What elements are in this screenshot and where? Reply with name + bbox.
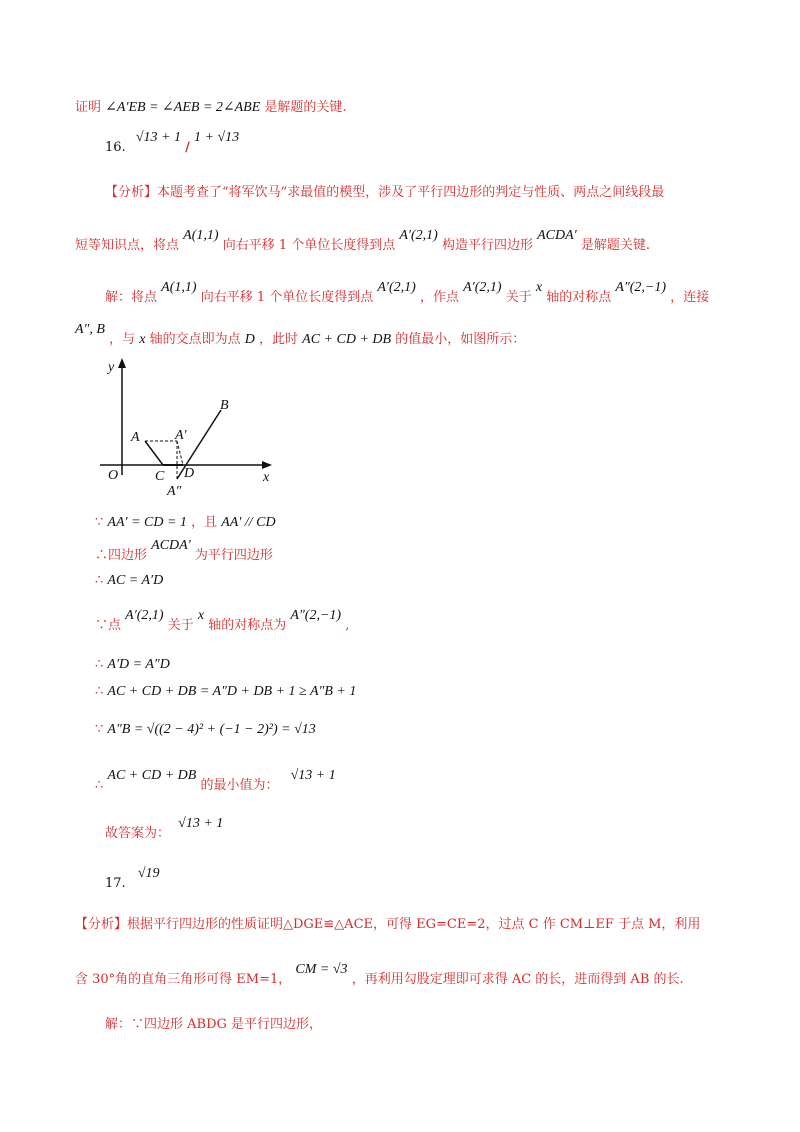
proof-line [0, 657, 800, 673]
analysis-line [0, 185, 800, 201]
label-b: B [220, 398, 229, 413]
text-segment: ，作点 [419, 290, 459, 305]
text-segment: ∴ [95, 684, 104, 699]
final-answer-line [0, 816, 800, 842]
text-line [0, 962, 800, 988]
coordinate-figure [95, 355, 285, 500]
math-expression: A″(2,−1) [290, 608, 342, 623]
text-line [0, 322, 800, 348]
label-c: C [155, 469, 165, 484]
label-a2: A″ [167, 484, 182, 499]
math-expression: ACDA′ [537, 228, 577, 243]
y-axis-arrow-icon [118, 358, 126, 368]
text-segment: 的最小值为： [200, 778, 279, 793]
text-segment: 为平行四边形 [194, 548, 273, 563]
text-line [0, 100, 800, 116]
question-number: 16. [105, 140, 126, 155]
x-axis-arrow-icon [262, 461, 272, 469]
proof-line [0, 768, 800, 794]
text-segment: ∴ [95, 573, 104, 588]
proof-line [0, 538, 800, 564]
proof-line [0, 684, 800, 700]
figure-svg [95, 355, 285, 500]
proof-line [0, 573, 800, 589]
math-expression: A′(2,1) [125, 608, 164, 623]
proof-line [0, 515, 800, 531]
label-a1: A′ [175, 428, 187, 443]
text-segment: ，此时 [259, 332, 299, 347]
math-expression: x [535, 280, 543, 295]
math-expression: A′(2,1) [377, 280, 416, 295]
math-expression: √13 + 1 [290, 768, 336, 783]
text-segment: ∵点 [95, 618, 122, 633]
math-expression: A(1,1) [183, 228, 219, 243]
proof-line [0, 608, 800, 634]
text-segment: ∴ [95, 657, 104, 672]
math-expression: CM = √3 [295, 962, 348, 977]
math-expression: AA′ = CD = 1 [107, 515, 187, 530]
text-segment: ，连接 [670, 290, 710, 305]
text-segment: 是解题关键. [580, 238, 651, 253]
text-segment: 证明 [75, 100, 102, 115]
label-d: D [184, 466, 195, 481]
text-segment: 是解题的关键. [264, 100, 347, 115]
text-segment: 短等知识点，将点 [75, 238, 180, 253]
text-segment: 关于 [167, 618, 194, 633]
math-expression: A″(2,−1) [615, 280, 667, 295]
answer-line-17 [0, 866, 800, 892]
text-segment: 向右平移 1 个单位长度得到点 [200, 290, 374, 305]
label-a: A [131, 430, 140, 445]
math-expression: √19 [137, 866, 160, 881]
math-expression: AA′ // CD [221, 515, 276, 530]
answer-line-16 [0, 130, 800, 156]
text-segment: 解：将点 [105, 290, 158, 305]
text-segment: 【分析】本题考查了“将军饮马”求最值的模型，涉及了平行四边形的判定与性质、两点之间线段最 [105, 185, 665, 200]
math-expression: A′(2,1) [463, 280, 502, 295]
text-segment: 解：∵四边形 ABDG 是平行四边形， [105, 1017, 323, 1032]
math-expression: ∠A′EB = ∠AEB = 2∠ABE [105, 100, 261, 115]
math-expression: 1 + √13 [194, 130, 240, 145]
proof-line [0, 722, 800, 738]
math-expression: x [139, 332, 146, 347]
text-segment: 的值最小，如图所示： [395, 332, 526, 347]
text-segment: ∵ [95, 515, 104, 530]
label-x: x [263, 470, 270, 485]
text-segment: 轴的对称点为 [208, 618, 287, 633]
label-o: O [108, 468, 119, 483]
text-segment: 轴的交点即为点 [149, 332, 241, 347]
text-segment: 关于 [505, 290, 532, 305]
text-segment: ∴四边形 [95, 548, 148, 563]
separator: / [185, 140, 190, 155]
text-segment: 向右平移 1 个单位长度得到点 [222, 238, 396, 253]
text-segment: 含 30°角的直角三角形可得 EM=1， [75, 972, 292, 987]
question-number: 17. [105, 876, 126, 891]
label-y: y [108, 360, 115, 375]
text-segment: 故答案为： [105, 826, 171, 841]
math-expression: A″, B [75, 322, 105, 337]
math-expression: A′D = A″D [107, 657, 170, 672]
math-expression: AC + CD + DB [302, 332, 392, 347]
text-segment: ，与 [109, 332, 136, 347]
math-expression: A″B = √((2 − 4)² + (−1 − 2)²) = √13 [107, 722, 316, 737]
math-expression: √13 + 1 [135, 130, 181, 145]
math-expression: AC + CD + DB [107, 768, 197, 783]
text-segment: , [345, 618, 350, 633]
text-segment: 轴的对称点 [546, 290, 612, 305]
math-expression: AC + CD + DB = A″D + DB + 1 ≥ A″B + 1 [107, 684, 357, 699]
solution-line [0, 1017, 800, 1033]
segment-ac [145, 441, 163, 465]
solution-line [0, 280, 800, 306]
text-segment: ∴ [95, 778, 104, 793]
text-segment: ，且 [191, 515, 218, 530]
math-expression: AC = A′D [107, 573, 164, 588]
math-expression: A(1,1) [161, 280, 197, 295]
math-expression: A′(2,1) [399, 228, 438, 243]
math-expression: x [197, 608, 205, 623]
math-expression: √13 + 1 [178, 816, 224, 831]
segment-a1d [177, 441, 183, 465]
text-segment: 构造平行四边形 [441, 238, 533, 253]
math-expression: D [244, 332, 255, 347]
text-segment: 【分析】根据平行四边形的性质证明△DGE≌△ACE，可得 EG=CE=2，过点 C 作 CM⊥EF 于点 M，利用 [75, 917, 701, 932]
text-segment: ∵ [95, 722, 104, 737]
text-line [0, 228, 800, 254]
analysis-line [0, 917, 800, 933]
math-expression: ACDA′ [151, 538, 191, 553]
text-segment: ，再利用勾股定理即可求得 AC 的长，进而得到 AB 的长. [351, 972, 684, 987]
